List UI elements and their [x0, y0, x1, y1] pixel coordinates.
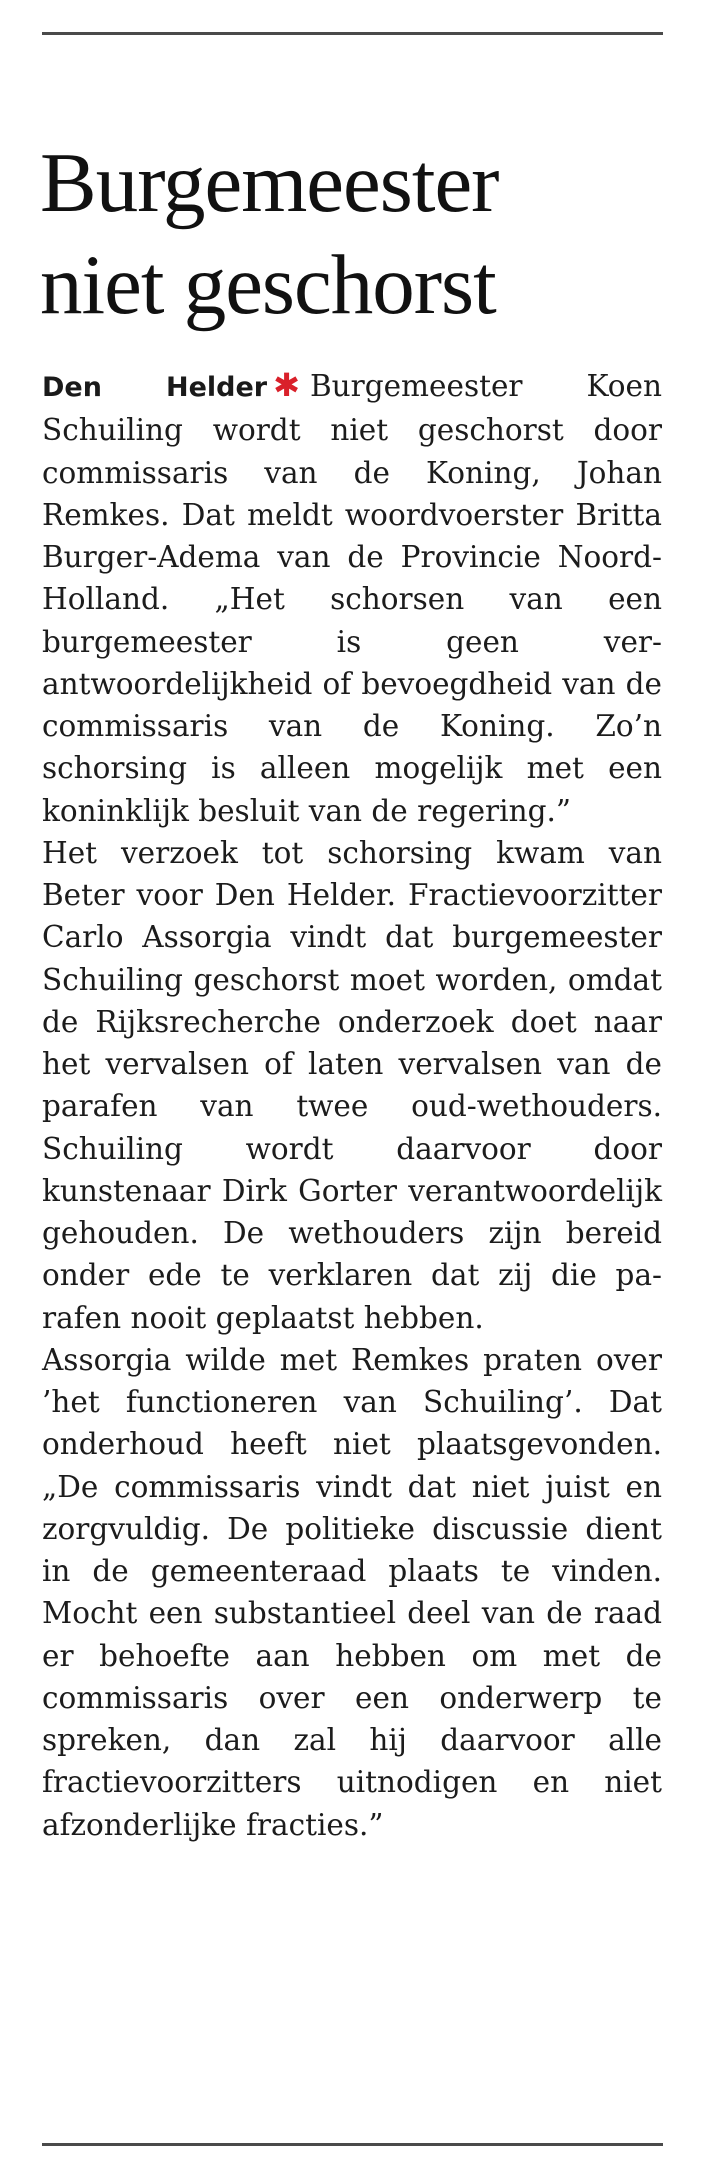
headline-line-2: niet geschorst	[40, 238, 496, 332]
article-body	[42, 364, 662, 1846]
headline-line-1: Burgemeester	[40, 136, 499, 230]
paragraph-3: Assorgia wilde met Remkes praten over ’het functioneren van Schuiling’. Dat onderhoud heeft niet plaatsgevonden. „De commissaris vindt dat niet juist en zorgvuldig. De politieke discussie dient in de gemeenteraad plaats te vinden. Mocht een substantieel deel van de raad er behoefte aan hebben om met de commissaris over een onderwerp te spreken, dan zal hij daarvoor alle fractievoorzitters uitnodigen en niet afzonderlijke fracties.”	[42, 1342, 662, 1842]
bottom-rule	[42, 2143, 663, 2146]
headline	[40, 132, 680, 336]
paragraph-1	[42, 364, 662, 832]
paragraph-2: Het verzoek tot schorsing kwam van Beter voor Den Helder. Fractievoorzitter Carlo Assorgia vindt dat burgemeester Schuiling geschorst moet worden, omdat de Rijksrecherche onderzoek doet naar het vervalsen of laten vervalsen van de parafen van twee oud-wethouders. Schuiling wordt daarvoor door kunstenaar Dirk Gorter verantwoordelijk gehouden. De wethouders zijn bereid onder ede te verklaren dat zij die parafen nooit geplaatst hebben.	[42, 835, 662, 1335]
paragraph-1-text: Burgemeester Koen Schuiling wordt niet geschorst door commissaris van de Koning, Johan Remkes. Dat meldt woordvoerster Britta Burger-Adema van de Provincie Noord-Holland. „Het schorsen van een burgemeester is geen verantwoordelijkheid of bevoegdheid van de commissaris van de Koning. Zo’n schorsing is alleen mogelijk met een koninklijk besluit van de regering.”	[42, 369, 662, 828]
dateline: Den Helder	[42, 372, 268, 403]
top-rule	[42, 32, 663, 35]
asterisk-icon: ✱	[273, 366, 300, 404]
